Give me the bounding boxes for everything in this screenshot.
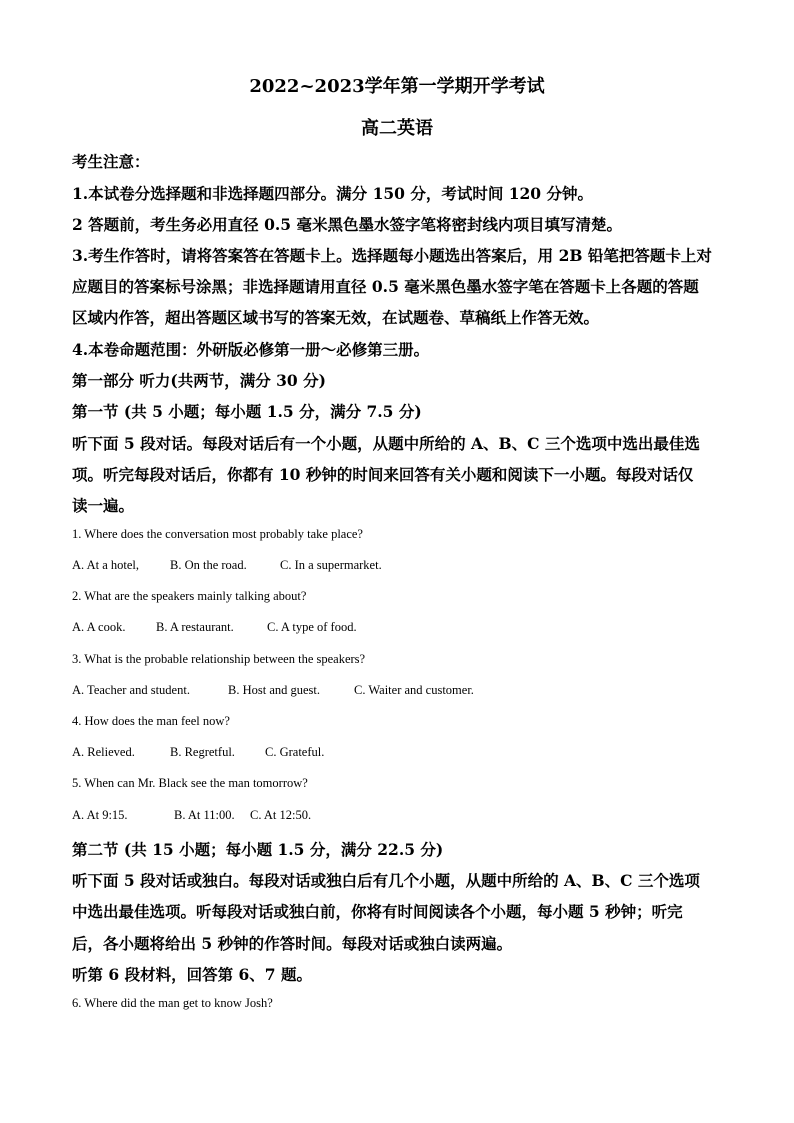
option-b: B. At 11:00. — [174, 808, 235, 822]
question-6: 6. Where did the man get to know Josh? — [72, 996, 273, 1010]
notice-item-1: 1.本试卷分选择题和非选择题四部分。满分 150 分，考试时间 120 分钟。 — [72, 184, 593, 203]
section2-title: 第二节 (共 15 小题；每小题 1.5 分，满分 22.5 分) — [72, 840, 444, 859]
question-3: 3. What is the probable relationship between the speakers? — [72, 652, 366, 666]
option-c: C. At 12:50. — [250, 808, 312, 822]
question-2: 2. What are the speakers mainly talking about? — [72, 589, 307, 603]
notice-heading: 考生注意： — [72, 152, 150, 171]
option-c: C. Waiter and customer. — [354, 683, 474, 697]
notice-item-2: 2 答题前，考生务必用直径 0.5 毫米黑色墨水签字笔将密封线内项目填写清楚。 — [72, 215, 622, 234]
notice-item-3-line-2: 应题目的答案标号涂黑；非选择题请用直径 0.5 毫米黑色墨水签字笔在答题卡上各题的答题 — [72, 277, 699, 296]
section1-instructions-line-3: 读一遍。 — [72, 496, 135, 515]
question-3-options — [72, 683, 474, 698]
question-5: 5. When can Mr. Black see the man tomorrow? — [72, 776, 308, 790]
option-a: A. Teacher and student. — [72, 683, 190, 697]
notice-item-3-line-3: 区域内作答，超出答题区域书写的答案无效，在试题卷、草稿纸上作答无效。 — [72, 308, 600, 327]
question-2-options — [72, 620, 357, 635]
section1-instructions-line-2: 项。听完每段对话后，你都有 10 秒钟的时间来回答有关小题和阅读下一小题。每段对话仅 — [72, 465, 694, 484]
notice-item-3-line-1: 3.考生作答时，请将答案答在答题卡上。选择题每小题选出答案后，用 2B 铅笔把答题卡上对 — [72, 246, 712, 265]
option-c: C. A type of food. — [267, 620, 357, 634]
option-a: A. At 9:15. — [72, 808, 128, 822]
option-b: B. On the road. — [170, 558, 247, 572]
question-4-options — [72, 745, 324, 760]
option-c: C. Grateful. — [265, 745, 325, 759]
question-5-options — [72, 808, 311, 823]
question-4: 4. How does the man feel now? — [72, 714, 230, 728]
question-1: 1. Where does the conversation most probably take place? — [72, 527, 363, 541]
notice-item-4: 4.本卷命题范围：外研版必修第一册～必修第三册。 — [72, 340, 430, 359]
material-6-heading: 听第 6 段材料，回答第 6、7 题。 — [72, 965, 312, 984]
option-a: A. A cook. — [72, 620, 126, 634]
section1-title: 第一节 (共 5 小题；每小题 1.5 分，满分 7.5 分) — [72, 402, 422, 421]
question-1-options — [72, 558, 382, 573]
section1-instructions-line-1: 听下面 5 段对话。每段对话后有一个小题，从题中所给的 A、B、C 三个选项中选出最佳选 — [72, 434, 700, 453]
exam-subtitle: 高二英语 — [361, 118, 433, 139]
part1-title: 第一部分 听力(共两节，满分 30 分) — [72, 371, 326, 390]
option-b: B. Host and guest. — [228, 683, 321, 697]
option-b: B. Regretful. — [170, 745, 235, 759]
section2-instructions-line-2: 中选出最佳选项。听每段对话或独白前，你将有时间阅读各个小题，每小题 5 秒钟；听完 — [72, 902, 683, 921]
option-c: C. In a supermarket. — [280, 558, 382, 572]
option-b: B. A restaurant. — [156, 620, 234, 634]
section2-instructions-line-1: 听下面 5 段对话或独白。每段对话或独白后有几个小题，从题中所给的 A、B、C 三个选项 — [72, 871, 700, 890]
exam-title: 2022~2023学年第一学期开学考试 — [249, 76, 545, 97]
option-a: A. At a hotel, — [72, 558, 140, 572]
section2-instructions-line-3: 后，各小题将给出 5 秒钟的作答时间。每段对话或独白读两遍。 — [72, 934, 513, 953]
option-a: A. Relieved. — [72, 745, 135, 759]
